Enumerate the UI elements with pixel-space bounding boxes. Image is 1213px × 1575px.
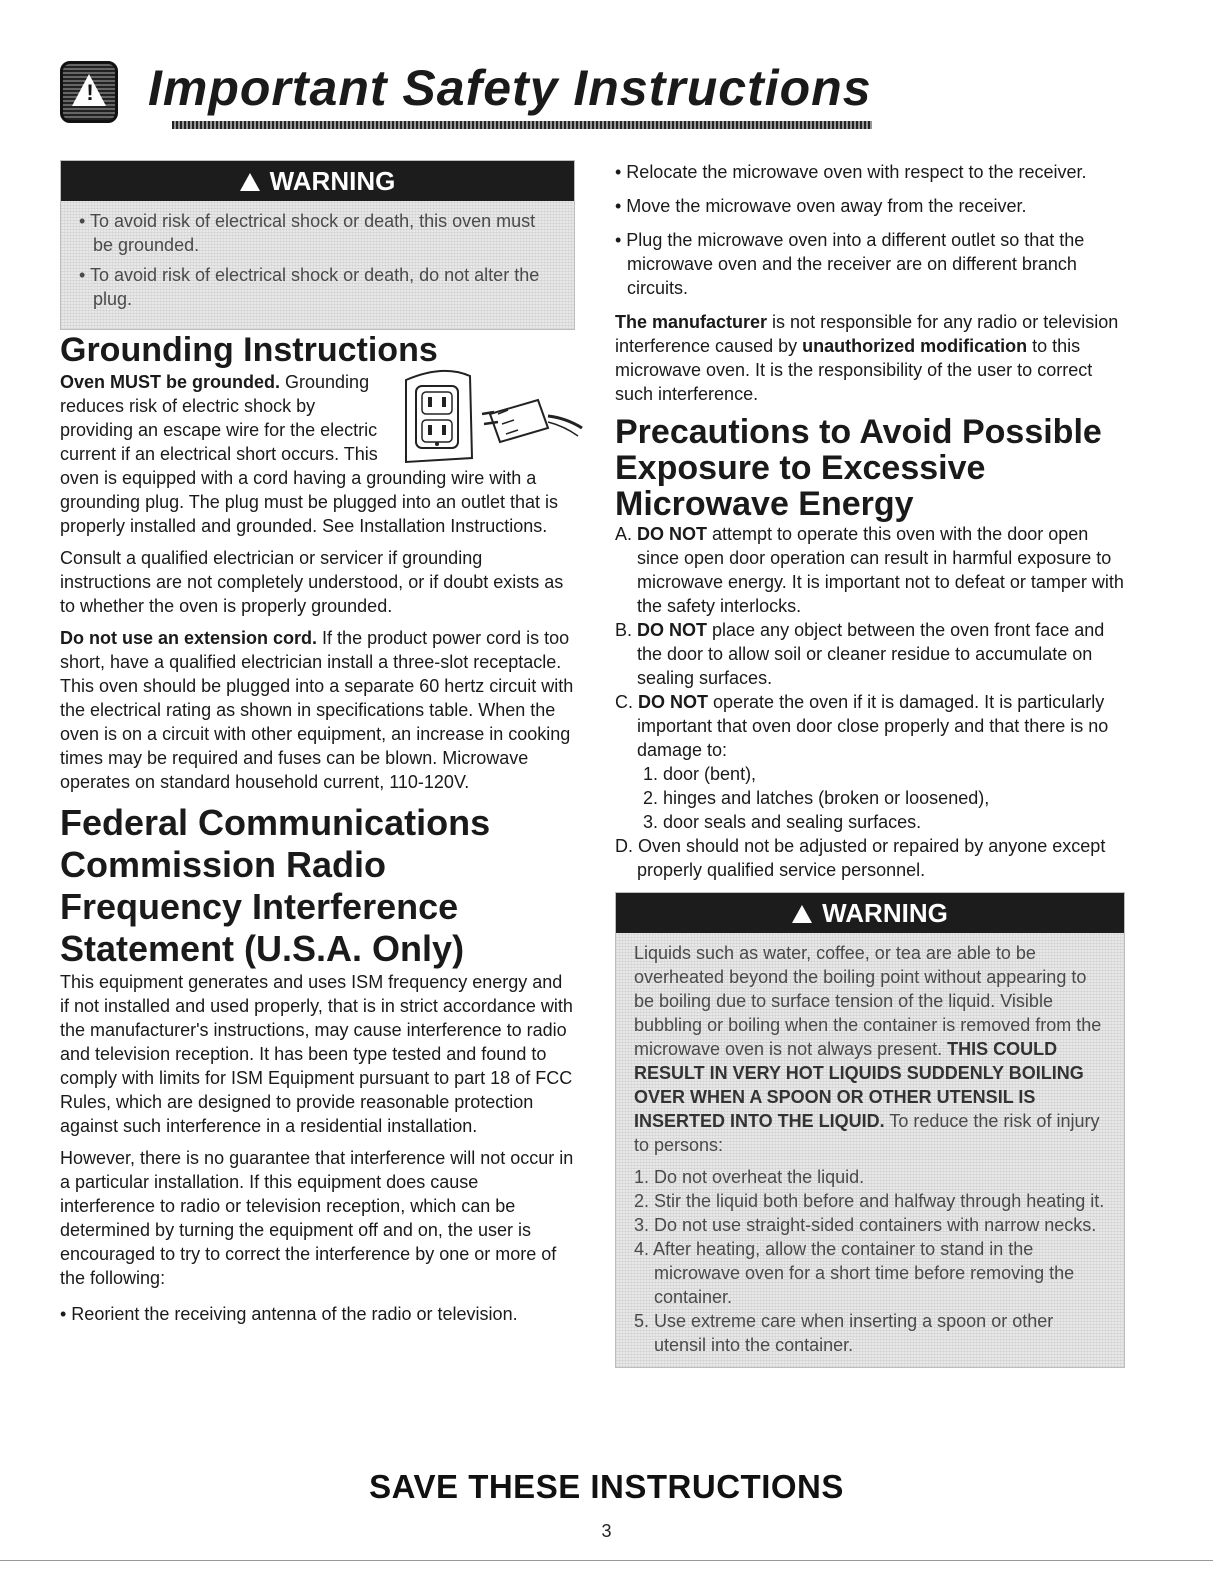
paragraph-text: If the product power cord is too short, have a qualified electrician install a three-slot receptacle. This oven should be plugged into a separate 60 hertz circuit with the electrical rating as shown in specifications table. When the oven is on a circuit with other equipment, an increase in cooking times may be required and fuses can be blown. Microwave operates on standard household current, 110-120V.	[60, 628, 574, 792]
precaution-item-c	[615, 690, 1125, 834]
fcc-paragraph-1: This equipment generates and uses ISM frequency energy and if not installed and used properly, that is in strict accordance with the manufacturer's instructions, may cause interference to radio and television reception. It has been type tested and found to comply with limits for ISM Equipment pursuant to part 18 of FCC Rules, which are designed to provide reasonable protection against such interference in a residential installation.	[60, 972, 573, 1136]
warning-caps-text: THIS COULD RESULT IN VERY HOT LIQUIDS SUDDENLY BOILING OVER WHEN A SPOON OR OTHER UTENSIL IS INSERTED INTO THE LIQUID.	[634, 1039, 1084, 1131]
paragraph-text: to this microwave oven. It is the responsibility of the user to correct such interference.	[615, 336, 1093, 404]
item-text: operate the oven if it is damaged. It is particularly important that oven door close properly and that there is no damage to:	[637, 692, 1109, 760]
grounding-paragraph-1	[60, 370, 575, 538]
fcc-bullet: • Reorient the receiving antenna of the radio or television.	[60, 1304, 518, 1324]
precaution-item-a	[615, 522, 1125, 618]
warning-list-item: 2. Stir the liquid both before and halfway through heating it.	[634, 1191, 1105, 1211]
page-number: 3	[601, 1521, 612, 1541]
warning-label: WARNING	[822, 898, 948, 928]
bold-text: DO NOT	[637, 620, 708, 640]
page-header	[60, 55, 872, 135]
bold-lead: Oven MUST be grounded.	[60, 372, 281, 392]
bold-text: DO NOT	[638, 692, 709, 712]
grounding-paragraph-2: Consult a qualified electrician or servicer if grounding instructions are not completely understood, or if doubt exists as to whether the oven is properly grounded.	[60, 548, 564, 616]
paragraph-text: is not responsible for any radio or television interference caused by	[615, 312, 1119, 356]
fcc-bullet: • Relocate the microwave oven with respect to the receiver.	[615, 162, 1087, 182]
damage-list-item: 2. hinges and latches (broken or loosened),	[643, 788, 990, 808]
warning-list-item: 3. Do not use straight-sided containers with narrow necks.	[634, 1215, 1097, 1235]
bold-text: DO NOT	[637, 524, 708, 544]
warning-header	[616, 893, 1124, 933]
warning-body-text: Liquids such as water, coffee, or tea are able to be overheated beyond the boiling point without appearing to be boiling due to surface tension of the liquid. Visible bubbling or boiling when the container is removed from the microwave oven is not always present.	[634, 943, 1102, 1059]
warning-list-item: 5. Use extreme care when inserting a spoon or other utensil into the container.	[634, 1311, 1054, 1355]
damage-list-item: 3. door seals and sealing surfaces.	[643, 812, 922, 832]
header-rule	[172, 121, 872, 129]
warning-body-text: To reduce the risk of injury to persons:	[634, 1111, 1100, 1155]
damage-list-item: 1. door (bent),	[643, 764, 757, 784]
warning-item: • To avoid risk of electrical shock or death, do not alter the plug.	[79, 265, 540, 309]
bottom-rule	[0, 1560, 1213, 1561]
warning-header	[61, 161, 574, 201]
warning-label: WARNING	[269, 166, 396, 196]
hot-liquids-warning-box	[615, 892, 1125, 1368]
warning-list-item: 4. After heating, allow the container to stand in the microwave oven for a short time before removing the container.	[634, 1239, 1075, 1307]
warning-list-item: 1. Do not overheat the liquid.	[634, 1167, 865, 1187]
warning-triangle-icon	[240, 173, 260, 191]
item-letter: B.	[615, 620, 638, 640]
bold-lead: Do not use an extension cord.	[60, 628, 318, 648]
right-column	[615, 160, 1125, 1368]
warning-item: • To avoid risk of electrical shock or death, this oven must be grounded.	[79, 211, 536, 255]
left-column	[60, 160, 575, 1336]
warning-triangle-icon	[792, 905, 812, 923]
save-instructions-footer: SAVE THESE INSTRUCTIONS	[369, 1468, 844, 1505]
grounding-warning-box	[60, 160, 575, 330]
extension-cord-paragraph	[60, 626, 575, 794]
fcc-paragraph-2: However, there is no guarantee that interference will not occur in a particular installation. If this equipment does cause interference to radio or television reception, which can be determined by turning the equipment off and on, the user is encouraged to try to correct the interference by one or more of the following:	[60, 1148, 574, 1288]
precaution-item-d: D. Oven should not be adjusted or repaired by anyone except properly qualified service personnel.	[615, 836, 1106, 880]
fcc-bullet: • Plug the microwave oven into a different outlet so that the microwave oven and the receiver are on different branch circuits.	[615, 230, 1085, 298]
item-text: place any object between the oven front face and the door to allow soil or cleaner residue to accumulate on sealing surfaces.	[637, 620, 1105, 688]
warning-list	[634, 1165, 1106, 1357]
warning-triangle-icon: !	[60, 61, 118, 123]
page-title: Important Safety Instructions	[148, 60, 872, 116]
item-text: attempt to operate this oven with the door open since open door operation can result in harmful exposure to microwave energy. It is important not to defeat or tamper with the safety interlocks.	[637, 524, 1124, 616]
fcc-heading: Federal Communications Commission Radio Frequency Interference Statement (U.S.A. Only)	[60, 802, 491, 969]
warning-text	[634, 941, 1106, 1157]
manufacturer-paragraph	[615, 310, 1125, 406]
precautions-heading: Precautions to Avoid Possible Exposure to Excessive Microwave Energy	[615, 413, 1102, 523]
paragraph-text: Grounding reduces risk of electric shock by providing an escape wire for the electric current if an electrical short occurs. This oven is equipped with a cord having a grounding wire with a grounding plug. The plug must be plugged into an outlet that is properly installed and grounded. See Installation Instructions.	[60, 372, 559, 536]
item-letter: C.	[615, 692, 639, 712]
bold-text: unauthorized modification	[802, 336, 1028, 356]
item-letter: A.	[615, 524, 638, 544]
precaution-item-b	[615, 618, 1125, 690]
grounded-outlet-plug-illustration	[398, 366, 583, 466]
grounding-heading: Grounding Instructions	[60, 331, 438, 369]
bold-text: The manufacturer	[615, 312, 768, 332]
fcc-bullet: • Move the microwave oven away from the receiver.	[615, 196, 1027, 216]
